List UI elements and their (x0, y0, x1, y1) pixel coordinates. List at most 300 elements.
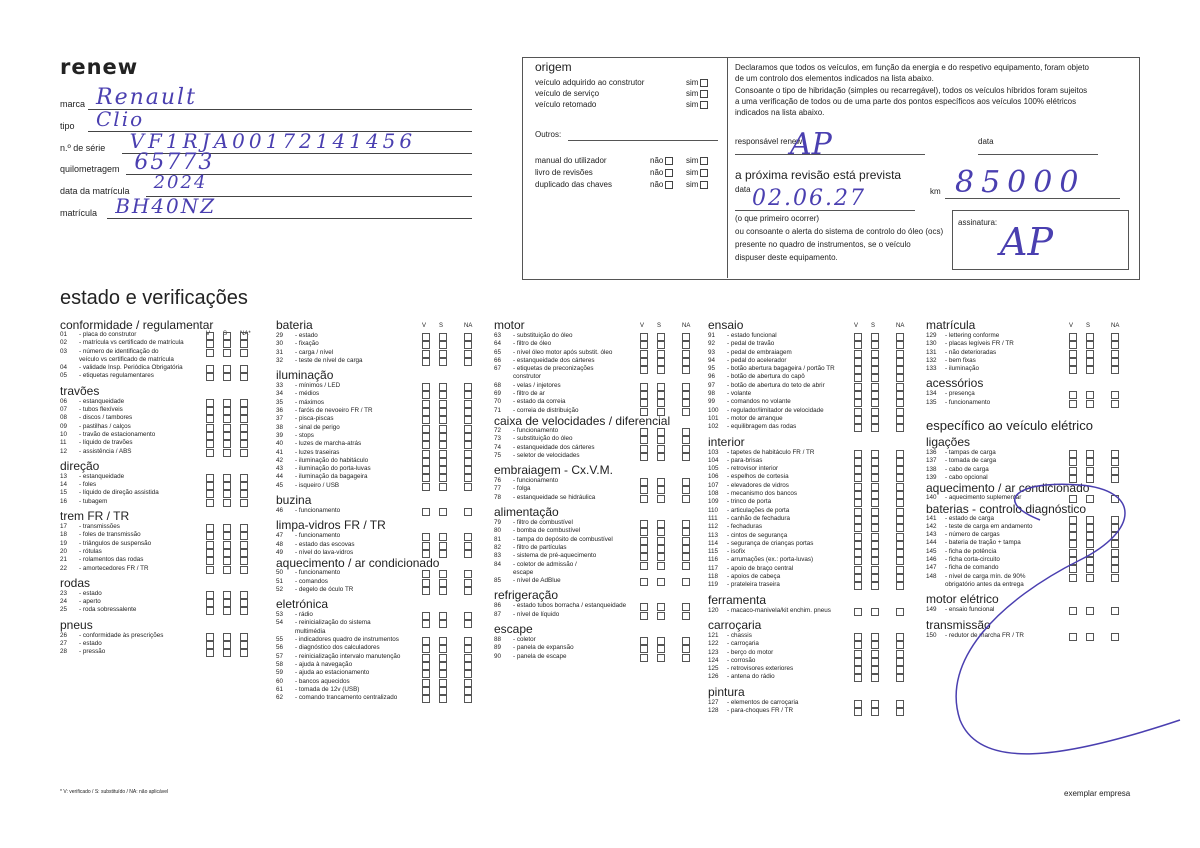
item-checkbox-s[interactable] (1086, 400, 1094, 408)
checklist-item (926, 365, 1151, 373)
checklist-item (494, 602, 719, 610)
group-title: rodas (60, 575, 91, 590)
checklist-item (926, 606, 1151, 614)
checklist-item (276, 332, 501, 340)
checklist-item (708, 415, 933, 423)
checkbox[interactable] (665, 157, 673, 165)
item-checkbox-na[interactable] (896, 424, 904, 432)
item-checkbox-na[interactable] (896, 708, 904, 716)
item-label: - articulações de porta (727, 506, 790, 514)
item-checkbox-s[interactable] (871, 674, 879, 682)
item-number: 45 (276, 481, 284, 489)
checklist-item (276, 611, 501, 619)
item-checkbox-s[interactable] (223, 649, 231, 657)
item-checkbox-s[interactable] (657, 495, 665, 503)
checklist-item (494, 332, 719, 340)
checklist-item (708, 607, 933, 615)
group-title: conformidade / regulamentar (60, 318, 214, 332)
item-checkbox-v[interactable] (206, 649, 214, 657)
doc-row-label: manual do utilizador (535, 156, 607, 165)
col-header-na: NA (682, 323, 691, 329)
item-number: 110 (708, 506, 719, 514)
group-title: embraiagem - Cx.V.M. (494, 463, 613, 478)
item-checkbox-v[interactable] (640, 578, 648, 586)
item-checkbox-na[interactable] (240, 607, 248, 615)
checklist-item (60, 372, 285, 380)
item-checkbox-v[interactable] (854, 708, 862, 716)
checklist-item (276, 482, 501, 490)
item-checkbox-s[interactable] (871, 608, 879, 616)
checklist-item (926, 390, 1151, 398)
checklist-group (926, 419, 1151, 432)
group-title: trem FR / TR (60, 509, 130, 524)
item-label: - líquido de direção assistida (79, 489, 159, 497)
checklist-item (276, 424, 501, 432)
item-checkbox-v[interactable] (640, 495, 648, 503)
checklist-item (494, 365, 719, 373)
vehicle-field-value[interactable]: Clio (96, 107, 145, 131)
item-label: veículo vs certificado de matrícula (79, 355, 174, 363)
item-number: 138 (926, 465, 937, 473)
origem-sim-checkbox[interactable] (686, 100, 708, 110)
checklist-item (60, 423, 285, 431)
item-number: 29 (276, 332, 284, 339)
checklist-item (60, 339, 285, 347)
item-label: - coletor (513, 636, 536, 644)
doc-nao-checkbox[interactable] (650, 156, 673, 166)
item-label: - apoio de braço central (727, 564, 794, 572)
item-number: 126 (708, 673, 719, 681)
item-number: 43 (276, 465, 284, 473)
checklist-group (276, 319, 501, 365)
checklist-item (494, 544, 719, 552)
item-label: - nível óleo motor após substit. óleo (513, 348, 613, 356)
item-label: - correia de distribuição (513, 406, 579, 414)
checkbox[interactable] (700, 169, 708, 177)
group-title: aquecimento / ar condicionado (926, 481, 1090, 496)
item-checkbox-v[interactable] (854, 424, 862, 432)
item-checkbox-s[interactable] (439, 483, 447, 491)
sim-label: sim (686, 100, 699, 109)
checklist-item (60, 473, 285, 481)
checkbox[interactable] (700, 157, 708, 165)
checklist-item (708, 515, 933, 523)
vehicle-field-label: quilometragem (60, 164, 120, 174)
doc-sim-checkbox[interactable] (686, 168, 708, 178)
checklist-item (276, 407, 501, 415)
item-checkbox-na[interactable] (464, 695, 472, 703)
doc-sim-checkbox[interactable] (686, 180, 708, 190)
item-label: - bateria de tração + tampa (945, 539, 1021, 547)
item-label: - funcionamento (513, 477, 559, 485)
item-checkbox-na[interactable] (240, 566, 248, 574)
doc-nao-checkbox[interactable] (650, 168, 673, 178)
group-title: ensaio (708, 318, 744, 332)
checklist-item (276, 569, 501, 577)
item-checkbox-s[interactable] (871, 708, 879, 716)
vehicle-field-value[interactable]: 2024 (153, 172, 208, 193)
checklist-item (276, 449, 501, 457)
item-label: - estado (295, 332, 318, 339)
item-checkbox-v[interactable] (640, 612, 648, 620)
col-header-na: NA (896, 323, 905, 329)
group-title: limpa-vidros FR / TR (276, 518, 386, 533)
item-checkbox-na[interactable] (464, 483, 472, 491)
item-label: - panela de escape (513, 652, 567, 660)
item-label: - retrovisores exteriores (727, 665, 794, 673)
item-number: 57 (276, 652, 284, 660)
item-number: 64 (494, 340, 502, 348)
item-checkbox-s[interactable] (657, 453, 665, 461)
checklist-item (494, 485, 719, 493)
item-label: - foles de transmissão (79, 531, 141, 539)
item-label: - carroçaria (727, 640, 759, 648)
item-number: 130 (926, 340, 937, 348)
checklist-item (926, 340, 1151, 348)
origem-row-label: veículo adquirido ao construtor (535, 78, 645, 87)
item-number: 33 (276, 382, 284, 390)
checklist-group (60, 460, 285, 506)
doc-row-label: duplicado das chaves (535, 180, 612, 189)
origem-sim-checkbox[interactable] (686, 89, 708, 99)
checklist-item (708, 449, 933, 457)
item-checkbox-s[interactable] (1086, 607, 1094, 615)
group-title: motor elétrico (926, 592, 999, 607)
item-label: - nível do lava-vidros (295, 548, 354, 556)
checklist-group (60, 619, 285, 657)
checklist-item (708, 373, 933, 381)
item-label: - placa do construtor (79, 331, 137, 338)
item-checkbox-na[interactable] (682, 578, 690, 586)
item-number: 51 (276, 577, 284, 585)
vehicle-field-value[interactable]: 65773 (134, 150, 215, 175)
item-number: 70 (494, 398, 502, 406)
item-checkbox-v[interactable] (206, 566, 214, 574)
item-number: 118 (708, 573, 719, 581)
item-checkbox-s[interactable] (223, 566, 231, 574)
responsavel-initials: AP (790, 127, 832, 162)
checklist-item (708, 340, 933, 348)
item-checkbox-s[interactable] (871, 424, 879, 432)
item-checkbox-s[interactable] (439, 508, 447, 516)
item-label: - tomada de carga (945, 457, 997, 465)
item-number: 105 (708, 465, 719, 473)
item-label: - aperto (79, 598, 101, 606)
checklist-item (276, 349, 501, 357)
item-label: - estado das escovas (295, 540, 355, 548)
checklist-item (494, 569, 719, 577)
item-number: 99 (708, 398, 716, 406)
item-label: - iluminação (945, 365, 979, 373)
checklist-group (708, 319, 933, 432)
item-label: - para-brisas (727, 456, 763, 464)
checklist-column-4 (708, 319, 933, 715)
item-number: 80 (494, 527, 502, 535)
item-checkbox-v[interactable] (422, 483, 430, 491)
item-checkbox-s[interactable] (1086, 633, 1094, 641)
item-label: - regulador/limitador de velocidade (727, 406, 824, 414)
item-checkbox-s[interactable] (223, 449, 231, 457)
item-checkbox-na[interactable] (896, 608, 904, 616)
item-checkbox-s[interactable] (223, 499, 231, 507)
item-checkbox-na[interactable] (464, 587, 472, 595)
item-checkbox-v[interactable] (854, 582, 862, 590)
item-number: 18 (60, 531, 68, 539)
item-checkbox-na[interactable] (896, 674, 904, 682)
item-label: - ajuda ao estacionamento (295, 669, 370, 677)
item-checkbox-v[interactable] (206, 449, 214, 457)
checkbox[interactable] (700, 181, 708, 189)
item-label: - botão de abertura do teto de abrir (727, 381, 825, 389)
item-checkbox-v[interactable] (422, 695, 430, 703)
item-checkbox-s[interactable] (439, 587, 447, 595)
checklist-item (708, 357, 933, 365)
doc-sim-checkbox[interactable] (686, 156, 708, 166)
checklist-group (926, 503, 1151, 590)
origem-sim-checkbox[interactable] (686, 78, 708, 88)
item-label: - etiquetas de preconizações (513, 365, 594, 373)
item-checkbox-v[interactable] (854, 608, 862, 616)
item-number: 146 (926, 556, 937, 564)
checklist-group (60, 510, 285, 573)
checkbox[interactable] (700, 79, 708, 87)
col-header-s: S (439, 323, 444, 329)
checkbox[interactable] (700, 90, 708, 98)
item-number: 49 (276, 548, 284, 556)
item-checkbox-v[interactable] (422, 358, 430, 366)
checklist-item (276, 415, 501, 423)
checklist-item (276, 465, 501, 473)
checklist-group (708, 686, 933, 716)
item-number: 109 (708, 498, 719, 506)
item-checkbox-v[interactable] (1069, 607, 1077, 615)
item-label: - para-choques FR / TR (727, 706, 794, 714)
item-checkbox-s[interactable] (871, 582, 879, 590)
item-checkbox-na[interactable] (240, 449, 248, 457)
item-number: 54 (276, 619, 284, 627)
item-checkbox-s[interactable] (223, 373, 231, 381)
item-label: - conformidade às prescrições (79, 631, 164, 639)
item-number: 41 (276, 448, 284, 456)
item-checkbox-na[interactable] (240, 373, 248, 381)
item-label: - nível de líquido (513, 610, 560, 618)
item-number: 47 (276, 532, 284, 540)
doc-row-label: livro de revisões (535, 168, 593, 177)
assinatura-label: assinatura: (958, 218, 998, 227)
item-checkbox-na[interactable] (1111, 366, 1119, 374)
checklist-group (494, 415, 719, 460)
item-checkbox-na[interactable] (1111, 400, 1119, 408)
item-number: 76 (494, 477, 502, 485)
item-label: - presença (945, 390, 975, 398)
item-label: - panela de expansão (513, 644, 574, 652)
checklist-item (276, 694, 501, 702)
vehicle-field-value[interactable]: VF1RJA00172141456 (129, 129, 417, 153)
col-header-na: NA (1111, 323, 1120, 329)
item-checkbox-v[interactable] (1069, 633, 1077, 641)
origem-title: origem (535, 60, 572, 74)
item-checkbox-s[interactable] (439, 695, 447, 703)
item-checkbox-s[interactable] (1086, 366, 1094, 374)
checkbox[interactable] (665, 169, 673, 177)
section-title: estado e verificações (60, 287, 248, 309)
item-checkbox-na[interactable] (1111, 607, 1119, 615)
checklist-item (708, 699, 933, 707)
item-label: - tubos flexíveis (79, 406, 123, 414)
item-number: 120 (708, 606, 719, 614)
checklist-item (926, 332, 1151, 340)
checklist-item (708, 390, 933, 398)
group-title: alimentação (494, 505, 559, 520)
checklist-item (60, 489, 285, 497)
item-number: 124 (708, 656, 719, 664)
group-title: ligações (926, 435, 971, 450)
checklist-group (494, 506, 719, 585)
vehicle-field-label: marca (60, 99, 86, 109)
col-header-v: V (1069, 323, 1074, 329)
item-checkbox-v[interactable] (206, 607, 214, 615)
item-checkbox-na[interactable] (682, 612, 690, 620)
item-number: 102 (708, 423, 719, 431)
checklist-item (60, 406, 285, 414)
item-label: escape (513, 568, 534, 576)
item-checkbox-v[interactable] (1069, 366, 1077, 374)
item-label: - rádio (295, 611, 313, 619)
checklist-item (926, 357, 1151, 365)
checklist-item (60, 356, 285, 364)
item-checkbox-na[interactable] (682, 453, 690, 461)
group-title: eletrónica (276, 597, 329, 612)
sim-label: sim (686, 78, 699, 87)
proxima-revisao: a próxima revisão está prevista (735, 168, 902, 182)
item-number: 112 (708, 523, 719, 531)
checklist-item (494, 435, 719, 443)
item-label: - estanqueidade se hidráulica (513, 493, 596, 501)
item-number: 35 (276, 398, 284, 406)
group-title: pneus (60, 617, 93, 632)
item-checkbox-na[interactable] (464, 508, 472, 516)
vehicle-field-value[interactable]: BH40NZ (115, 194, 217, 218)
item-label: - estanqueidade (79, 397, 125, 405)
checklist-item (60, 606, 285, 614)
item-checkbox-v[interactable] (640, 453, 648, 461)
checkbox[interactable] (665, 181, 673, 189)
item-label: - tampas de carga (945, 449, 996, 457)
item-label: - assistência / ABS (79, 447, 132, 455)
item-number: 26 (60, 631, 68, 639)
item-label: - seletor de velocidades (513, 451, 580, 459)
item-number: 139 (926, 473, 937, 481)
checklist-item (60, 348, 285, 356)
item-number: 103 (708, 448, 719, 456)
col-header-s: S (1086, 323, 1091, 329)
item-checkbox-na[interactable] (1111, 633, 1119, 641)
checklist-group (494, 623, 719, 661)
item-label: - iluminação do porta-luvas (295, 465, 371, 473)
item-label: - funcionamento (945, 398, 991, 406)
item-number: 03 (60, 347, 68, 355)
checklist-item (926, 349, 1151, 357)
checklist-column-1 (60, 319, 285, 657)
checklist-item (708, 490, 933, 498)
data-label: data (978, 137, 994, 146)
item-label: - bomba de combustível (513, 527, 581, 535)
checkbox[interactable] (700, 101, 708, 109)
item-checkbox-v[interactable] (422, 508, 430, 516)
item-checkbox-na[interactable] (682, 654, 690, 662)
item-number: 13 (60, 472, 68, 480)
item-number: 83 (494, 552, 502, 560)
ou-line-1: ou consoante o alerta do sistema de controlo do óleo (ocs) (735, 227, 944, 236)
checklist-item (276, 507, 501, 515)
checklist-column-2 (276, 319, 501, 702)
item-checkbox-v[interactable] (854, 674, 862, 682)
item-checkbox-v[interactable] (422, 587, 430, 595)
item-checkbox-v[interactable] (1069, 400, 1077, 408)
item-checkbox-na[interactable] (682, 495, 690, 503)
checklist-item (708, 532, 933, 540)
declaration-line-2: de um controlo dos elementos indicados na lista abaixo. (735, 74, 934, 83)
item-number: 115 (708, 548, 719, 556)
item-checkbox-na[interactable] (240, 649, 248, 657)
item-number: 68 (494, 381, 502, 389)
checklist-item (494, 611, 719, 619)
item-label: - foles (79, 481, 97, 489)
item-label: - travão de estacionamento (79, 430, 156, 438)
group-title: motor (494, 318, 525, 332)
km-value: 85000 (955, 165, 1086, 200)
item-label: - bancos aquecidos (295, 677, 350, 685)
item-checkbox-s[interactable] (439, 358, 447, 366)
item-checkbox-na[interactable] (240, 499, 248, 507)
item-label: - funcionamento (295, 569, 341, 577)
item-number: 133 (926, 365, 937, 373)
item-checkbox-s[interactable] (223, 607, 231, 615)
item-checkbox-v[interactable] (206, 499, 214, 507)
checklist-item (708, 507, 933, 515)
checklist-item (494, 477, 719, 485)
item-label: - funcionamento (295, 532, 341, 540)
nao-label: não (650, 180, 664, 189)
item-label: - botão abertura bagageira / portão TR (727, 365, 835, 373)
item-checkbox-v[interactable] (640, 654, 648, 662)
item-number: 27 (60, 640, 68, 648)
item-number: 114 (708, 539, 719, 547)
checklist-item (60, 431, 285, 439)
item-checkbox-s[interactable] (657, 612, 665, 620)
item-checkbox-s[interactable] (657, 578, 665, 586)
checklist-group (708, 619, 933, 682)
vehicle-field-label: data da matrícula (60, 186, 130, 196)
checklist-group (926, 377, 1151, 407)
item-label: - pressão (79, 648, 106, 656)
declaration-line-1: Declaramos que todos os veículos, em função da energia e do respetivo equipamento, foram objeto (735, 63, 1089, 72)
checklist-item (276, 473, 501, 481)
outros-label: Outros: (535, 130, 562, 139)
group-title: iluminação (276, 368, 334, 383)
item-label: - degelo de óculo TR (295, 585, 354, 593)
item-checkbox-na[interactable] (464, 358, 472, 366)
item-number: 01 (60, 331, 68, 338)
doc-nao-checkbox[interactable] (650, 180, 673, 190)
item-checkbox-s[interactable] (657, 654, 665, 662)
vehicle-field-value[interactable]: Renault (96, 85, 197, 110)
item-checkbox-v[interactable] (206, 373, 214, 381)
group-title: matrícula (926, 318, 976, 332)
item-number: 86 (494, 602, 502, 610)
item-checkbox-na[interactable] (896, 582, 904, 590)
item-number: 91 (708, 332, 716, 339)
